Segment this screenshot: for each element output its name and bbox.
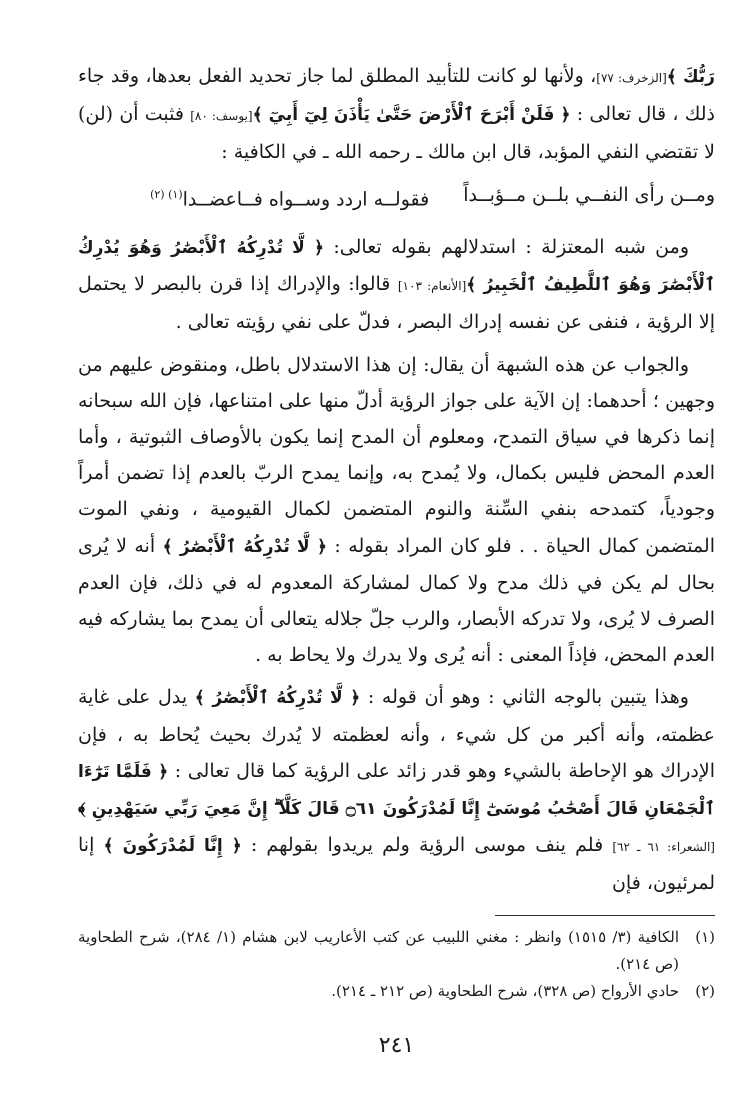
text-run: ومن شبه المعتزلة : استدلالهم بقوله تعالى: bbox=[324, 235, 689, 258]
verse-reference: [الأنعام: ١٠٣] bbox=[397, 279, 467, 294]
quran-verse: ﴿ لَّا تُدْرِكُهُ ٱلْأَبْصَٰرُ وَهُوَ يُدْرِكُ ٱلْأَبْصَٰرَ وَهُوَ ٱللَّطِيفُ ٱلْخَبِيرُ ﴾ bbox=[78, 237, 715, 296]
quran-verse: رَبُّكَ ﴾ bbox=[666, 67, 715, 87]
text-run: والجواب عن هذه الشبهة أن يقال: إن هذا الاستدلال باطل، ومنقوض عليهم من وجهين ؛ أحدهما: إن الآية على جواز الرؤية أدلّ منها على امتناعها، فإن الله سبحانه إنما ذكرها في سياق التمدح، ومعلوم أن المدح إنما يكون بالأوصاف الثبوتية ، وأما العدم المحض فليس بكمال، ولا يُمدح به، وإنما يمدح الربّ بالعدم إذا تضمن أمراً وجودياً، كتمدحه بنفي السِّنة والنوم المتضمن لكمال القيومية ، ونفي الموت المتضمن كمال الحياة . . فلو كان المراد بقوله : bbox=[78, 353, 715, 557]
quran-verse: ﴿ لَّا تُدْرِكُهُ ٱلْأَبْصَٰرُ ﴾ bbox=[194, 688, 361, 709]
text-run: فثبت أن (لن) لا تقتضي النفي المؤبد، قال ابن مالك ـ رحمه الله ـ في الكافية : bbox=[78, 103, 715, 164]
text-run: ، ولأنها لو كانت للتأبيد المطلق لما جاز تحديد الفعل بعدها، وقد جاء ذلك ، قال تعالى : bbox=[78, 65, 716, 126]
body-text-rest bbox=[78, 229, 715, 902]
quran-verse: ﴿ إِنَّا لَمُدْرَكُونَ ﴾ bbox=[103, 836, 242, 857]
paragraph-p2 bbox=[78, 229, 715, 341]
text-run: فلم ينف موسى الرؤية ولم يريدوا بقولهم : bbox=[241, 834, 613, 857]
footnote-1-text: الكافية (٣/ ١٥١٥) وانظر : مغني اللبيب عن كتب الأعاريب لابن هشام (١/ ٢٨٤)، شرح الطحاوية (ص ٢١٤). bbox=[78, 928, 679, 973]
text-run: قالوا: والإدراك إذا قرن بالبصر لا يحتمل إلا الرؤية ، فنفى عن نفسه إدراك البصر ، فدلّ على نفي رؤيته تعالى . bbox=[78, 273, 715, 334]
quran-verse: ﴿ لَّا تُدْرِكُهُ ٱلْأَبْصَٰرُ ﴾ bbox=[162, 536, 327, 557]
quran-verse: ﴿ فَلَمَّا تَرَٰٓءَا ٱلْجَمْعَانِ قَالَ أَصْحَٰبُ مُوسَىٰٓ إِنَّا لَمُدْرَكُونَ ۝٦١ قَالَ كَلَّآ ۖ إِنَّ مَعِيَ رَبِّي سَيَهْدِينِ ﴾ bbox=[78, 761, 715, 819]
footnote-marks: (١) (٢) bbox=[150, 187, 183, 201]
quran-verse: ﴿ فَلَنْ أَبْرَحَ ٱلْأَرْضَ حَتَّىٰ يَأْذَنَ لِيٓ أَبِيٓ ﴾ bbox=[252, 105, 571, 126]
footnotes bbox=[78, 924, 715, 1005]
poem-left-hemistich: فقولــه اردد وســواه فــاعضــدا$^{(١) (٢)}$ bbox=[150, 187, 430, 210]
text-run: أنه لا يُرى بحال لم يكن في ذلك مدح ولا كمال لمشاركة المعدوم له في ذلك، فإن العدم الصرف لا يُرى، ولا تدركه الأبصار، والرب جلّ جلاله يتعالى أن يمدح بما يشاركه فيه العدم المحض، فإذاً المعنى : أنه يُرى ولا يدرك ولا يحاط به . bbox=[78, 534, 715, 667]
poem-verse bbox=[78, 177, 715, 217]
page bbox=[78, 58, 715, 1068]
poem-right-hemistich: ومــن رأى النفــي بلــن مــؤبــداً bbox=[463, 183, 715, 206]
footnote-1 bbox=[78, 924, 715, 978]
text-run: يدل على غاية عظمته، وأنه أكبر من كل شيء ، وأنه لعظمته لا يُدرك بحيث يُحاط به ، فإن الإدراك هو الإحاطة بالشيء وهو قدر زائد على الرؤية كما قال تعالى : bbox=[78, 686, 715, 782]
footnote-divider bbox=[495, 915, 715, 916]
page-number: ٢٤١ bbox=[378, 1033, 415, 1058]
text-run: إنا لمرئيون، فإن bbox=[78, 834, 715, 895]
verse-reference: [يوسف: ٨٠] bbox=[190, 109, 253, 124]
footnote-2-text: حادي الأرواح (ص ٣٢٨)، شرح الطحاوية (ص ٢١٢ ـ ٢١٤). bbox=[331, 982, 679, 1000]
footnote-2 bbox=[78, 978, 715, 1005]
paragraph-p1 bbox=[78, 58, 715, 171]
paragraph-p3 bbox=[78, 347, 715, 674]
verse-reference: [الشعراء: ٦١ ـ ٦٢] bbox=[612, 840, 715, 855]
text-run: وهذا يتبين بالوجه الثاني : وهو أن قوله : bbox=[360, 686, 689, 709]
paragraph-p4 bbox=[78, 679, 715, 901]
verse-reference: [الزخرف: ٧٧] bbox=[596, 71, 667, 85]
body-text-top bbox=[78, 58, 715, 171]
footnote-2-number: (٢) bbox=[695, 982, 715, 1000]
footnote-1-number: (١) bbox=[695, 928, 715, 946]
